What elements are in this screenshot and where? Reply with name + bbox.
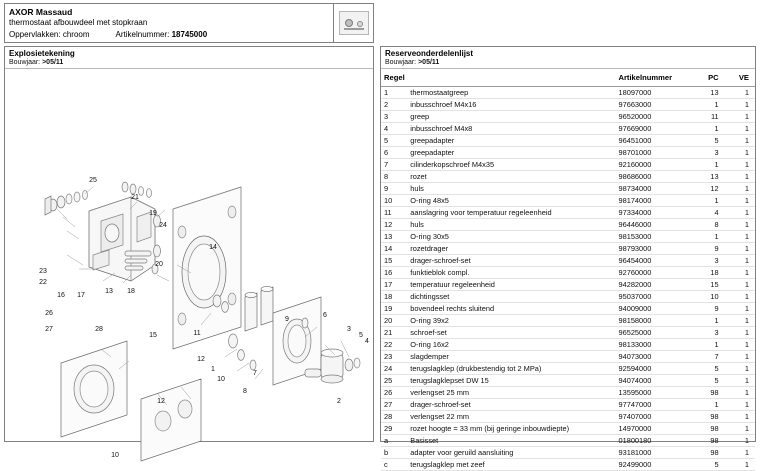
table-header [381,69,755,87]
cell-ve: 1 [725,387,755,399]
table-row [381,195,755,207]
cell-regel: a [381,435,407,447]
cell-ve: 1 [725,183,755,195]
callout-24: 24 [159,222,167,229]
table-row [381,207,755,219]
escutcheon-lower-left-group [61,341,127,437]
cell-article-number: 98686000 [615,171,690,183]
exploded-drawing-year [5,58,373,69]
mixer-plate-icon [344,28,364,30]
cell-article-number: 97747000 [615,399,690,411]
table-row [381,411,755,423]
cell-description: greepadapter [407,135,615,147]
escutcheon-lower-mid-group [141,379,201,461]
callout-2: 2 [337,398,341,405]
cell-ve: 1 [725,87,755,99]
exploded-drawing-panel [4,46,374,459]
cell-article-number: 95037000 [615,291,690,303]
callout-10: 10 [217,376,225,383]
cell-regel: b [381,447,407,459]
callout-19: 19 [149,210,157,217]
cell-description: drager-schroef-set [407,399,615,411]
cell-ve: 1 [725,231,755,243]
cell-ve: 1 [725,351,755,363]
cell-article-number: 98793000 [615,243,690,255]
cell-ve: 1 [725,435,755,447]
table-header-row [381,69,755,87]
cell-ve: 1 [725,159,755,171]
callout-26: 26 [45,310,53,317]
cell-ve: 1 [725,195,755,207]
cell-pc: 3 [690,327,724,339]
callout-6: 6 [323,312,327,319]
cell-description: thermostaatgreep [407,87,615,99]
callout-17: 17 [77,292,85,299]
cell-description: cilinderkopschroef M4x35 [407,159,615,171]
table-row [381,447,755,459]
table-row [381,135,755,147]
cell-description: drager-schroef-set [407,255,615,267]
cell-description: inbusschroef M4x8 [407,123,615,135]
table-row [381,387,755,399]
cell-ve: 1 [725,399,755,411]
callout-22: 22 [39,279,47,286]
cell-article-number: 98174000 [615,195,690,207]
cell-pc: 98 [690,411,724,423]
cell-regel: 11 [381,207,407,219]
callout-13: 13 [105,288,113,295]
table-row [381,339,755,351]
cell-description: terugslagklep met zeef [407,459,615,471]
table-row [381,399,755,411]
cell-description: temperatuur regeleenheid [407,279,615,291]
cell-description: dichtingsset [407,291,615,303]
cell-pc: 98 [690,447,724,459]
cell-pc: 3 [690,147,724,159]
cell-article-number: 98734000 [615,183,690,195]
callout-16: 16 [57,292,65,299]
cell-pc: 1 [690,231,724,243]
cell-article-number: 92594000 [615,363,690,375]
table-row [381,363,755,375]
cell-pc: 8 [690,219,724,231]
cell-ve: 1 [725,255,755,267]
col-regel: Regel [381,69,407,87]
cell-article-number: 92499000 [615,459,690,471]
cell-regel: 22 [381,339,407,351]
cell-regel: 12 [381,219,407,231]
spare-parts-year-label: Bouwjaar: [385,59,417,66]
spare-parts-title: Reserveonderdelenlijst [385,49,474,58]
finish-value: chroom [62,30,90,40]
cell-article-number: 13595000 [615,387,690,399]
cell-article-number: 94009000 [615,303,690,315]
callout-7: 7 [253,370,257,377]
table-row [381,459,755,471]
callout-14: 14 [209,244,217,251]
cell-ve: 1 [725,423,755,435]
exploded-year-value: >05/11 [42,59,64,66]
finish-label: Oppervlakken: [9,30,61,40]
cell-ve: 1 [725,447,755,459]
cell-regel: 3 [381,111,407,123]
callout-18: 18 [127,288,135,295]
col-ve: VE [725,69,755,87]
product-description: thermostaat afbouwdeel met stopkraan [9,18,148,28]
cell-ve: 1 [725,267,755,279]
cell-pc: 5 [690,135,724,147]
cell-pc: 4 [690,207,724,219]
cell-pc: 9 [690,243,724,255]
cell-article-number: 96451000 [615,135,690,147]
table-row [381,327,755,339]
product-thumbnail [333,4,373,42]
cell-regel: 13 [381,231,407,243]
table-row [381,243,755,255]
cell-regel: 19 [381,303,407,315]
cell-article-number: 94074000 [615,375,690,387]
cell-regel: 18 [381,291,407,303]
page-title: AXOR Massaud [9,7,73,17]
col-description [407,69,615,87]
cell-pc: 1 [690,195,724,207]
cell-article-number: 96525000 [615,327,690,339]
cell-pc: 98 [690,423,724,435]
cell-pc: 10 [690,291,724,303]
shower-mixer-icon [339,11,369,35]
cell-ve: 1 [725,243,755,255]
cell-regel: 9 [381,183,407,195]
callout-28: 28 [95,326,103,333]
cell-ve: 1 [725,339,755,351]
cell-ve: 1 [725,279,755,291]
cell-regel: 2 [381,99,407,111]
cell-description: terugslagklep (drukbestendig tot 2 MPa) [407,363,615,375]
callout-1: 1 [211,366,215,373]
cell-article-number: 98153000 [615,231,690,243]
cell-regel: 27 [381,399,407,411]
cell-pc: 5 [690,459,724,471]
callout-5: 5 [359,332,363,339]
cell-description: aanslagring voor temperatuur regeleenheid [407,207,615,219]
cell-pc: 5 [690,363,724,375]
cell-regel: 25 [381,375,407,387]
cell-ve: 1 [725,411,755,423]
table-row [381,435,755,447]
cell-regel: 14 [381,243,407,255]
cell-regel: 17 [381,279,407,291]
table-row [381,111,755,123]
spare-parts-year [381,58,755,69]
cell-article-number: 94282000 [615,279,690,291]
table-row [381,159,755,171]
cell-description: bovendeel rechts sluitend [407,303,615,315]
callout-25: 25 [89,177,97,184]
callout-20: 20 [155,261,163,268]
callout-10b: 10 [111,452,119,459]
cell-regel: 28 [381,411,407,423]
cell-article-number: 97663000 [615,99,690,111]
product-header [4,3,374,43]
table-body [381,87,755,471]
callout-12b: 12 [157,398,165,405]
cell-description: huls [407,219,615,231]
cell-regel: 23 [381,351,407,363]
cell-ve: 1 [725,459,755,471]
cell-pc: 1 [690,159,724,171]
cell-ve: 1 [725,147,755,159]
cell-regel: 5 [381,135,407,147]
cell-description: schroef-set [407,327,615,339]
cell-regel: 15 [381,255,407,267]
table-row [381,171,755,183]
cell-ve: 1 [725,315,755,327]
cell-pc: 18 [690,267,724,279]
callout-15: 15 [149,332,157,339]
cell-regel: 24 [381,363,407,375]
col-pc: PC [690,69,724,87]
callout-27: 27 [45,326,53,333]
cell-article-number: 93181000 [615,447,690,459]
col-article-number: Artikelnummer [615,69,690,87]
cell-ve: 1 [725,207,755,219]
callout-11: 11 [193,330,201,337]
fastener-stack-top [45,191,88,216]
table-row [381,219,755,231]
cell-article-number: 97669000 [615,123,690,135]
mixer-knob-left-icon [345,19,353,27]
cell-ve: 1 [725,171,755,183]
cell-pc: 12 [690,183,724,195]
cell-description: greep [407,111,615,123]
cell-pc: 98 [690,387,724,399]
cell-pc: 11 [690,111,724,123]
sleeve-group [245,286,273,331]
article-value: 18745000 [171,30,208,40]
cell-regel: 6 [381,147,407,159]
cell-article-number: 96446000 [615,219,690,231]
table-row [381,147,755,159]
spare-parts-year-value: >05/11 [418,59,440,66]
flange-plate-group [173,187,241,349]
product-meta [9,30,329,41]
cell-pc: 13 [690,87,724,99]
cell-article-number: 18097000 [615,87,690,99]
cell-ve: 1 [725,123,755,135]
cell-article-number: 96454000 [615,255,690,267]
callout-12: 12 [197,356,205,363]
cell-pc: 3 [690,255,724,267]
cell-description: verlengset 25 mm [407,387,615,399]
cell-regel: 8 [381,171,407,183]
cell-description: rozet hoogte = 33 mm (bij geringe inbouwdiepte) [407,423,615,435]
cell-pc: 98 [690,435,724,447]
cell-regel: 20 [381,315,407,327]
cell-pc: 1 [690,339,724,351]
exploded-diagram-svg [5,69,373,459]
cell-description: rozet [407,171,615,183]
table-row [381,87,755,99]
cell-article-number: 98158000 [615,315,690,327]
cell-regel: 10 [381,195,407,207]
callout-4: 4 [365,338,369,345]
cell-pc: 5 [690,375,724,387]
cell-ve: 1 [725,327,755,339]
table-row [381,231,755,243]
cell-article-number: 98701000 [615,147,690,159]
cell-ve: 1 [725,99,755,111]
cell-article-number: 98133000 [615,339,690,351]
cell-article-number: 92760000 [615,267,690,279]
cell-regel: 26 [381,387,407,399]
cell-description: verlengset 22 mm [407,411,615,423]
callout-9: 9 [285,316,289,323]
table-row [381,183,755,195]
cell-regel: 1 [381,87,407,99]
cell-description: Basisset [407,435,615,447]
table-row [381,267,755,279]
cell-article-number: 97407000 [615,411,690,423]
exploded-year-label: Bouwjaar: [9,59,41,66]
spare-parts-table [381,69,755,471]
cell-article-number: 01800180 [615,435,690,447]
exploded-drawing-title: Explosietekening [9,49,75,58]
cell-pc: 1 [690,399,724,411]
cell-description: rozetdrager [407,243,615,255]
cell-article-number: 94073000 [615,351,690,363]
cell-article-number: 14970000 [615,423,690,435]
table-row [381,351,755,363]
table-row [381,303,755,315]
cell-description: funktieblok compl. [407,267,615,279]
table-row [381,291,755,303]
callout-21: 21 [131,194,139,201]
cell-description: O-ring 39x2 [407,315,615,327]
table-row [381,123,755,135]
exploded-drawing-canvas [5,69,373,459]
cell-pc: 1 [690,315,724,327]
cell-pc: 1 [690,123,724,135]
cell-article-number: 96520000 [615,111,690,123]
cell-description: inbusschroef M4x16 [407,99,615,111]
callout-23: 23 [39,268,47,275]
cell-ve: 1 [725,219,755,231]
table-row [381,423,755,435]
cell-ve: 1 [725,135,755,147]
table-row [381,99,755,111]
cell-article-number: 92160000 [615,159,690,171]
cell-pc: 9 [690,303,724,315]
cell-ve: 1 [725,303,755,315]
callout-8: 8 [243,388,247,395]
mixer-knob-right-icon [357,21,363,27]
cell-description: O-ring 30x5 [407,231,615,243]
cell-regel: 7 [381,159,407,171]
cell-description: adapter voor geruild aansluiting [407,447,615,459]
cell-pc: 7 [690,351,724,363]
cell-ve: 1 [725,375,755,387]
cell-article-number: 97334000 [615,207,690,219]
spare-parts-panel [380,46,756,469]
article-label: Artikelnummer: [115,30,170,40]
table-row [381,315,755,327]
cell-description: O-ring 48x5 [407,195,615,207]
table-row [381,375,755,387]
cell-regel: 4 [381,123,407,135]
cell-ve: 1 [725,291,755,303]
table-row [381,279,755,291]
callout-3: 3 [347,326,351,333]
cell-description: slagdemper [407,351,615,363]
cell-regel: c [381,459,407,471]
cell-regel: 21 [381,327,407,339]
cell-description: greepadapter [407,147,615,159]
cell-pc: 1 [690,99,724,111]
table-row [381,255,755,267]
product-header-text [5,4,333,42]
cell-pc: 13 [690,171,724,183]
cell-description: terugslagklepset DW 15 [407,375,615,387]
cell-description: O-ring 16x2 [407,339,615,351]
cell-description: huls [407,183,615,195]
cell-ve: 1 [725,363,755,375]
cell-pc: 15 [690,279,724,291]
cell-regel: 16 [381,267,407,279]
cell-regel: 29 [381,423,407,435]
cell-ve: 1 [725,111,755,123]
